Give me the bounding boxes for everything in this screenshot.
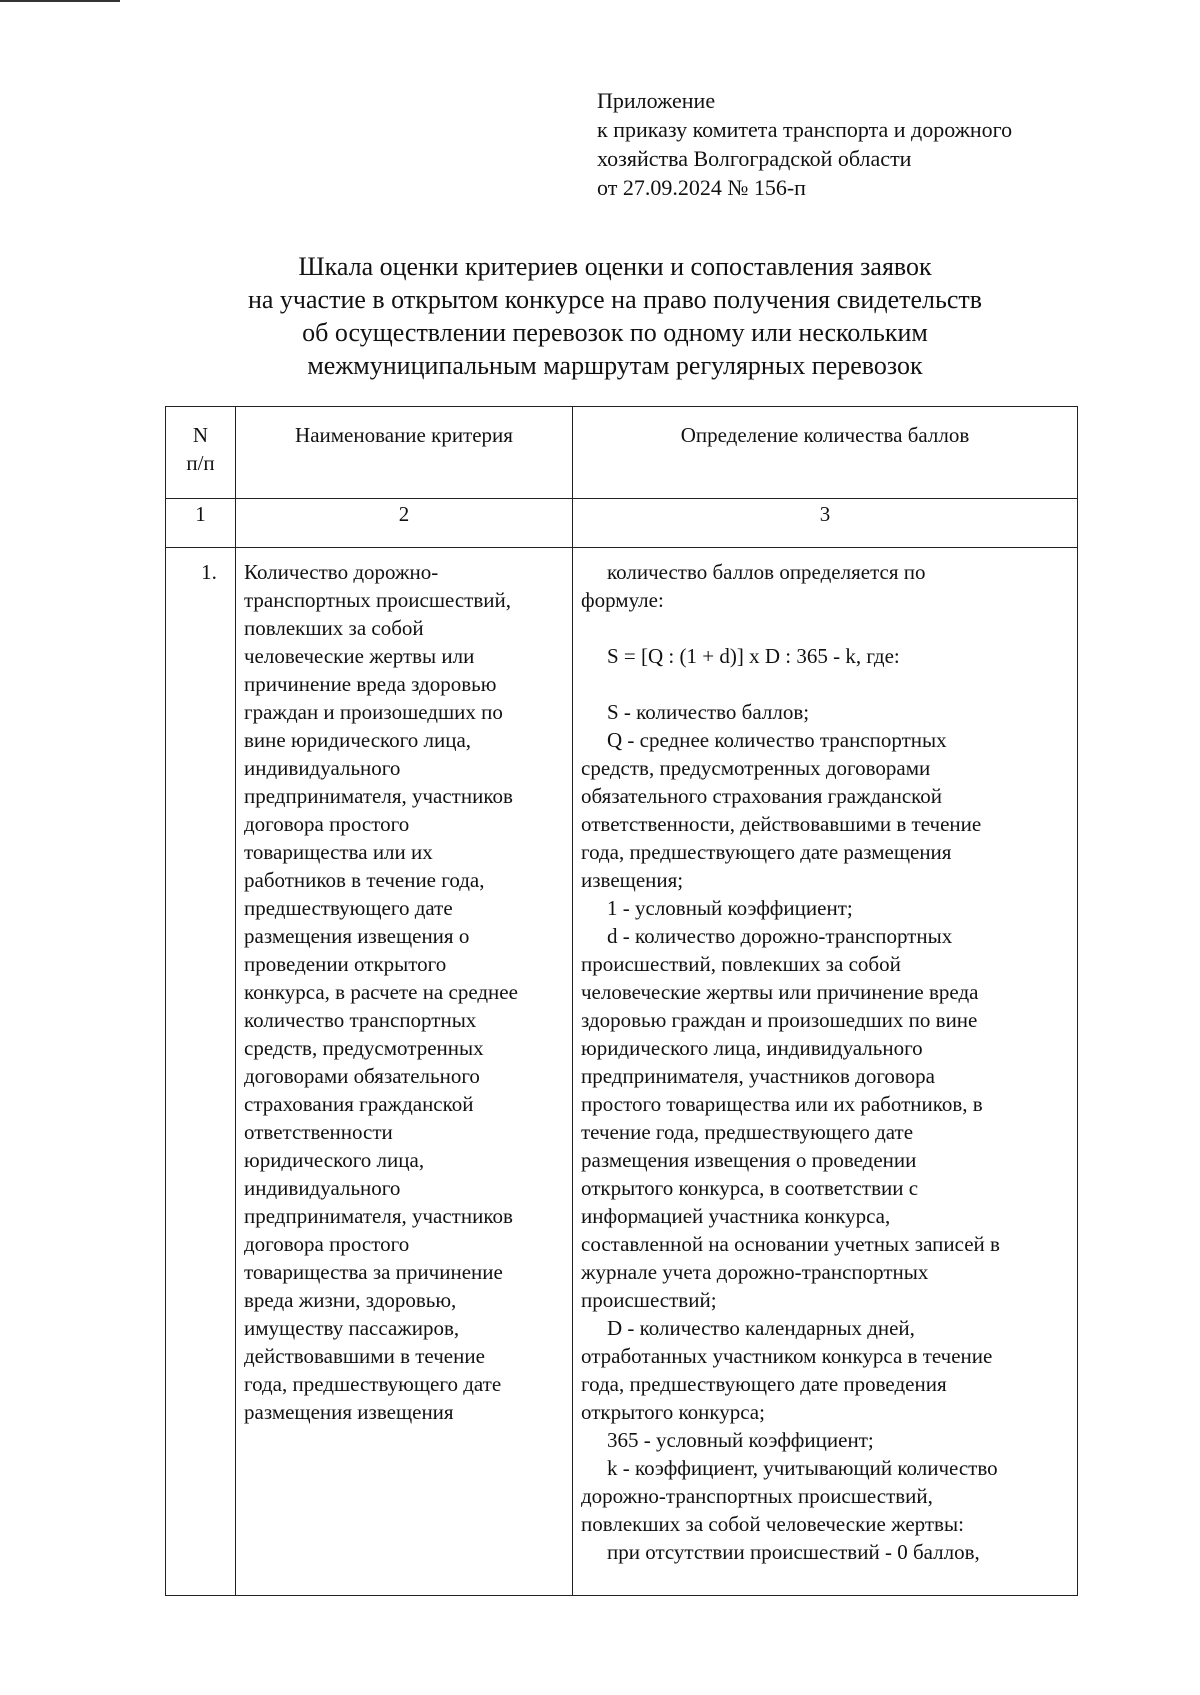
definition-line: количество баллов определяется по [607, 560, 926, 584]
criterion-line: количество транспортных [244, 1008, 477, 1032]
table-header-row [166, 407, 1078, 499]
criterion-line: действовавшими в течение [244, 1344, 485, 1368]
criterion-line: предпринимателя, участников [244, 784, 513, 808]
appendix-header [597, 86, 1012, 202]
title-line: об осуществлении перевозок по одному или нескольким [302, 318, 928, 347]
definition-line: S - количество баллов; [607, 700, 810, 724]
header-criterion: Наименование критерия [236, 407, 573, 499]
row-index: 1. [166, 548, 236, 1596]
definition-line: журнале учета дорожно-транспортных [581, 1260, 929, 1284]
header-points: Определение количества баллов [573, 407, 1078, 499]
header-number-line1: N [192, 423, 209, 447]
criterion-line: договора простого [244, 812, 410, 836]
criterion-line: размещения извещения о [244, 924, 470, 948]
criterion-name [236, 548, 573, 1596]
definition-line: 365 - условный коэффициент; [607, 1428, 874, 1452]
definition-line: человеческие жертвы или причинение вреда [581, 980, 979, 1004]
criterion-line: граждан и произошедших по [244, 700, 503, 724]
formula: S = [Q : (1 + d)] x D : 365 - k, где: [607, 644, 900, 668]
criterion-line: средств, предусмотренных [244, 1036, 484, 1060]
criterion-line: года, предшествующего дате [244, 1372, 502, 1396]
definition-line: года, предшествующего дате проведения [581, 1372, 947, 1396]
definition-line: d - количество дорожно-транспортных [607, 924, 953, 948]
definition-line: k - коэффициент, учитывающий количество [607, 1456, 998, 1480]
column-number: 3 [573, 499, 1078, 548]
appendix-line: Приложение [597, 88, 716, 113]
definition-line: происшествий, повлекших за собой [581, 952, 901, 976]
definition-line: года, предшествующего дате размещения [581, 840, 952, 864]
title-line: межмуниципальным маршрутам регулярных перевозок [307, 351, 923, 380]
column-number-row [166, 499, 1078, 548]
definition-line: 1 - условный коэффициент; [607, 896, 853, 920]
definition-line: информацией участника конкурса, [581, 1204, 891, 1228]
appendix-line: хозяйства Волгоградской области [597, 146, 912, 171]
criterion-line: индивидуального [244, 756, 401, 780]
definition-line: юридического лица, индивидуального [581, 1036, 923, 1060]
definition-line: здоровью граждан и произошедших по вине [581, 1008, 978, 1032]
criterion-line: транспортных происшествий, [244, 588, 512, 612]
definition-line: простого товарищества или их работников, в [581, 1092, 983, 1116]
header-number-line2: п/п [186, 451, 215, 475]
column-number: 2 [236, 499, 573, 548]
criterion-line: юридического лица, [244, 1148, 425, 1172]
definition-line: D - количество календарных дней, [607, 1316, 915, 1340]
definition-line: отработанных участником конкурса в течение [581, 1344, 993, 1368]
table-row [166, 548, 1078, 1596]
definition-line: течение года, предшествующего дате [581, 1120, 914, 1144]
criterion-line: причинение вреда здоровью [244, 672, 497, 696]
definition-line: дорожно-транспортных происшествий, [581, 1484, 933, 1508]
definition-line: происшествий; [581, 1288, 717, 1312]
definition-line: ответственности, действовавшими в течение [581, 812, 982, 836]
definition-line: извещения; [581, 868, 684, 892]
title-line: Шкала оценки критериев оценки и сопоставления заявок [298, 252, 932, 281]
definition-line: обязательного страхования гражданской [581, 784, 943, 808]
criterion-line: страхования гражданской [244, 1092, 474, 1116]
document-title [150, 250, 1080, 382]
definition-line: предпринимателя, участников договора [581, 1064, 936, 1088]
criterion-line: конкурса, в расчете на среднее [244, 980, 518, 1004]
criterion-line: индивидуального [244, 1176, 401, 1200]
criteria-table [165, 406, 1078, 1596]
criterion-line: договорами обязательного [244, 1064, 480, 1088]
definition-line: повлекших за собой человеческие жертвы: [581, 1512, 964, 1536]
definition-line: при отсутствии происшествий - 0 баллов, [607, 1540, 980, 1564]
definition-line: составленной на основании учетных записей в [581, 1232, 1000, 1256]
criterion-line: Количество дорожно- [244, 560, 439, 584]
criterion-line: вреда жизни, здоровью, [244, 1288, 457, 1312]
criterion-line: проведении открытого [244, 952, 447, 976]
points-definition [573, 548, 1078, 1596]
appendix-line: от 27.09.2024 № 156-п [597, 175, 806, 200]
criterion-line: вине юридического лица, [244, 728, 472, 752]
criterion-line: повлекших за собой [244, 616, 424, 640]
criterion-line: человеческие жертвы или [244, 644, 475, 668]
column-number: 1 [166, 499, 236, 548]
scan-edge-mark [0, 0, 120, 2]
blank-line [581, 614, 1073, 642]
criterion-line: работников в течение года, [244, 868, 485, 892]
definition-line: размещения извещения о проведении [581, 1148, 917, 1172]
criterion-line: договора простого [244, 1232, 410, 1256]
appendix-line: к приказу комитета транспорта и дорожного [597, 117, 1013, 142]
criterion-line: имуществу пассажиров, [244, 1316, 460, 1340]
header-number [166, 407, 236, 499]
definition-line: открытого конкурса, в соответствии с [581, 1176, 919, 1200]
criterion-line: товарищества за причинение [244, 1260, 503, 1284]
definition-line: формуле: [581, 588, 664, 612]
definition-line: средств, предусмотренных договорами [581, 756, 931, 780]
criterion-line: ответственности [244, 1120, 393, 1144]
definition-line: открытого конкурса; [581, 1400, 765, 1424]
criterion-line: предшествующего дате [244, 896, 453, 920]
criterion-line: товарищества или их [244, 840, 433, 864]
definition-line: Q - среднее количество транспортных [607, 728, 947, 752]
blank-line [581, 670, 1073, 698]
criterion-line: размещения извещения [244, 1400, 454, 1424]
criterion-line: предпринимателя, участников [244, 1204, 513, 1228]
title-line: на участие в открытом конкурсе на право получения свидетельств [247, 285, 983, 314]
